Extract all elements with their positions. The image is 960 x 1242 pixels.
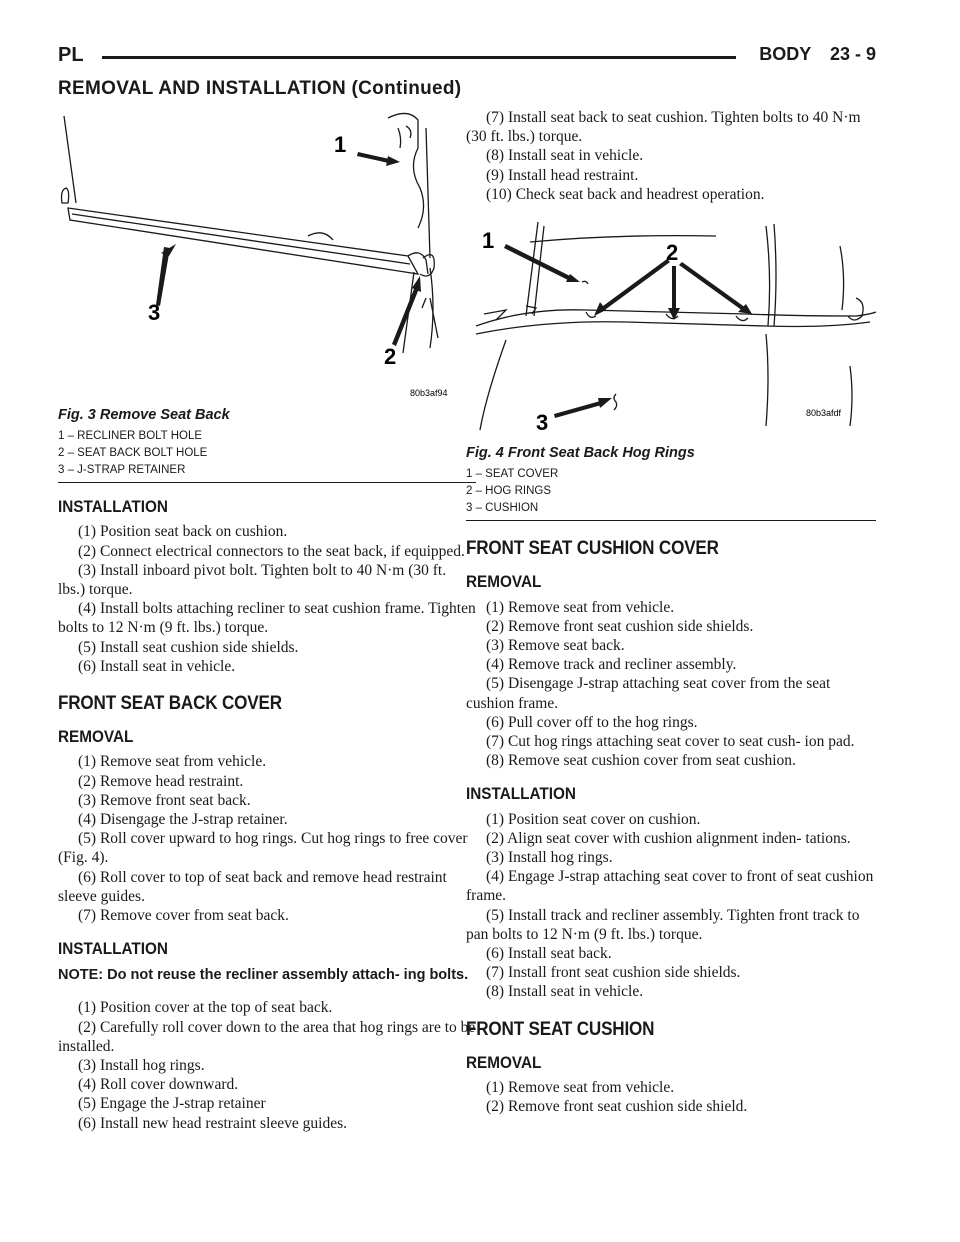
legend-item: 1 – RECLINER BOLT HOLE (58, 430, 203, 443)
fig3-title: Fig. 3 Remove Seat Back (58, 407, 230, 423)
step: (2) Align seat cover with cushion alignment inden- tations. (486, 829, 851, 847)
fig4-code: 80b3afdf (806, 408, 842, 419)
step: (7) Install seat back to seat cushion. Tighten bolts to 40 N·m (30 ft. lbs.) torque. (466, 109, 861, 146)
step: (2) Carefully roll cover down to the area that hog rings are to be installed. (58, 1018, 476, 1055)
step: (2) Connect electrical connectors to the seat back, if equipped. (78, 542, 465, 560)
heading-installation: INSTALLATION (58, 497, 168, 517)
step: (8) Remove seat cushion cover from seat cushion. (486, 752, 796, 770)
step: (3) Remove seat back. (486, 637, 625, 655)
step: (2) Remove front seat cushion side shield. (486, 1098, 748, 1116)
heading-removal: REMOVAL (466, 1052, 542, 1072)
step: (2) Remove head restraint. (78, 772, 244, 790)
fig4-callout-3: 3 (536, 410, 549, 436)
header-right (745, 44, 876, 65)
heading-installation: INSTALLATION (466, 784, 576, 804)
fig4-callout-1: 1 (482, 228, 495, 254)
step: (3) Install inboard pivot bolt. Tighten bolt to 40 N·m (30 ft. lbs.) torque. (58, 561, 447, 599)
fig4-title: Fig. 4 Front Seat Back Hog Rings (466, 445, 695, 462)
fig4-callout-2: 2 (666, 240, 679, 266)
step: (3) Install hog rings. (78, 1057, 205, 1075)
fig3-legend (58, 428, 476, 483)
fig3-code: 80b3af94 (410, 388, 448, 398)
step: (5) Engage the J-strap retainer (78, 1095, 266, 1113)
section-heading: FRONT SEAT CUSHION COVER (466, 538, 719, 560)
step: (3) Install hog rings. (486, 849, 613, 867)
step: (1) Remove seat from vehicle. (78, 753, 267, 771)
step: (5) Roll cover upward to hog rings. Cut hog rings to free cover (Fig. 4). (58, 830, 468, 867)
step: (4) Install bolts attaching recliner to seat cushion frame. Tighten bolts to 12 N·m (9 ft. lbs.) torque. (58, 600, 476, 637)
continued-heading: REMOVAL AND INSTALLATION (Continued) (58, 78, 462, 99)
fig4-illustration (466, 216, 876, 442)
step: (4) Roll cover downward. (78, 1076, 239, 1094)
step: (9) Install head restraint. (486, 166, 639, 184)
legend-item: 2 – HOG RINGS (466, 485, 551, 498)
step: (6) Install seat back. (486, 945, 612, 963)
step: (5) Disengage J-strap attaching seat cover from the seat cushion frame. (466, 675, 831, 712)
step: (8) Install seat in vehicle. (486, 983, 644, 1001)
fig4-legend (466, 466, 876, 521)
left-column (58, 108, 476, 1133)
step: (10) Check seat back and headrest operation. (486, 185, 765, 203)
note: NOTE: Do not reuse the recliner assembly attach- ing bolts. (58, 967, 469, 984)
step: (8) Install seat in vehicle. (486, 147, 644, 165)
legend-item: 1 – SEAT COVER (466, 468, 559, 481)
section-heading: FRONT SEAT CUSHION (466, 1018, 655, 1040)
legend-item: 3 – CUSHION (466, 502, 539, 515)
fig3-callout-1: 1 (334, 132, 347, 157)
step: (1) Position seat back on cushion. (78, 523, 288, 541)
step: (4) Remove track and recliner assembly. (486, 656, 737, 674)
figure-3 (58, 108, 476, 483)
model-code: PL (58, 44, 84, 66)
page-header (58, 44, 876, 72)
step: (1) Remove seat from vehicle. (486, 598, 675, 616)
step: (5) Install seat cushion side shields. (78, 638, 299, 656)
heading-removal: REMOVAL (58, 727, 134, 747)
step: (2) Remove front seat cushion side shields. (486, 617, 754, 635)
fig3-illustration (58, 108, 476, 404)
step: (1) Position seat cover on cushion. (486, 810, 701, 828)
step: (7) Cut hog rings attaching seat cover to seat cush- ion pad. (486, 733, 855, 751)
section-name: BODY (759, 44, 811, 64)
step: (1) Remove seat from vehicle. (486, 1079, 675, 1097)
step: (6) Install new head restraint sleeve guides. (78, 1114, 348, 1132)
step: (5) Install track and recliner assembly. Tighten front track to pan bolts to 12 N·m (9 ft. lbs.) torque. (466, 906, 860, 943)
step: (1) Position cover at the top of seat back. (78, 999, 333, 1017)
figure-4 (466, 216, 876, 521)
legend-item: 3 – J-STRAP RETAINER (58, 464, 186, 477)
step: (6) Install seat in vehicle. (78, 657, 236, 675)
step: (7) Install front seat cushion side shields. (486, 964, 741, 982)
heading-removal: REMOVAL (466, 572, 542, 592)
fig3-callout-2: 2 (384, 344, 397, 369)
step: (4) Engage J-strap attaching seat cover to front of seat cushion frame. (466, 868, 874, 905)
step: (4) Disengage the J-strap retainer. (78, 811, 288, 829)
step: (6) Roll cover to top of seat back and remove head restraint sleeve guides. (58, 868, 447, 905)
step: (3) Remove front seat back. (78, 791, 251, 809)
header-rule (102, 56, 736, 59)
section-heading: FRONT SEAT BACK COVER (58, 693, 282, 715)
step: (6) Pull cover off to the hog rings. (486, 713, 698, 731)
heading-installation: INSTALLATION (58, 939, 168, 959)
legend-item: 2 – SEAT BACK BOLT HOLE (58, 447, 208, 460)
step: (7) Remove cover from seat back. (78, 907, 289, 925)
right-column (466, 108, 876, 1117)
fig3-callout-3: 3 (148, 300, 161, 325)
page-number: 23 - 9 (829, 44, 876, 64)
